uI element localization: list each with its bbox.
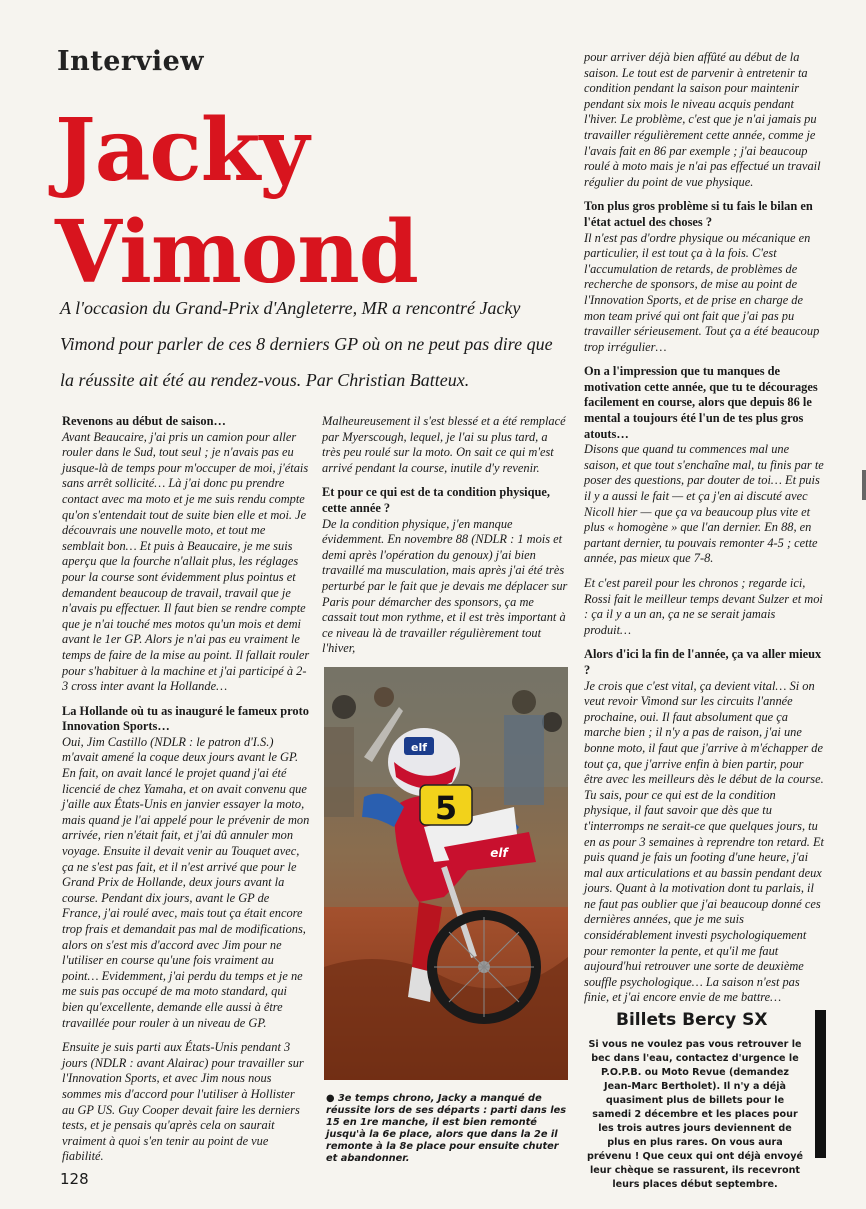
qa-block: [584, 50, 824, 190]
caption-bullet: ●: [326, 1093, 335, 1104]
article-standfirst: A l'occasion du Grand-Prix d'Angleterre, MR a rencontré Jacky Vimond pour parler de ces 8 derniers GP où on ne peut pas dire que la réussite ait été au rendez-vous. Par Christian Batteux.: [60, 298, 553, 390]
qa-block: [584, 647, 824, 1006]
page-number: 128: [60, 1170, 89, 1188]
sidebar-box-title: Billets Bercy SX: [616, 1010, 768, 1030]
qa-block: [62, 704, 310, 1031]
column-middle: [322, 414, 568, 666]
spectator-head: [374, 687, 394, 707]
answer: Disons que quand tu commences mal une saison, et que tout s'enchaîne mal, tu finis par te poser des questions, par douter de toi… Et puis il y a aussi le fait — et ça j'en ai discuté avec Nicoll hier — que ça va beaucoup plus vite et plus « homogène » que l'an dernier. En 88, en partant dernier, tu pouvais remonter 4-5 ; cette année, pas mieux que 7-8.: [584, 442, 824, 566]
spectator-body: [504, 715, 544, 805]
number-plate-number: 5: [434, 789, 458, 827]
fender-logo: elf: [490, 846, 508, 860]
qa-block: [62, 1040, 310, 1165]
column-left: [62, 414, 310, 1174]
answer: Oui, Jim Castillo (NDLR : le patron d'I.S.) m'avait amené la coque deux jours avant le GP. En fait, on avait lancé le projet quand j'ai été licencié de chez Yamaha, et on avait convenu que j'aille aux États-Unis en janvier essayer la moto, mais quand je l'ai appelé pour le prévenir de mon arrivée, rien n'était fait, et j'ai dû annuler mon voyage. Ensuite il devait venir au Touquet avec, ça ne s'est pas fait, et il n'est arrivé que pour le Grand Prix de Hollande, deux jours avant la course. Pendant dix jours, avant le GP de France, j'ai roulé avec, mais tout ça était encore trop frais et demandait pas mal de modifications, alors on s'est mis d'accord avec Jim pour ne l'utiliser en course qu'une fois vraiment au point… Evidemment, j'ai perdu du temps et je ne me suis pas occupé de ma moto standard, qui bien qu'excellente, demande elle aussi à être travaillée pour rouler à un niveau de GP.: [62, 734, 310, 1030]
answer: Je crois que c'est vital, ça devient vital… Si on veut revoir Vimond sur les circuits l'année prochaine, oui. Il faut absolument que ça marche bien ; il n'y a pas de raison, j'ai une bonne moto, il faut que j'arrive à m'échapper de tout ça, que j'arrive enfin à bien partir, pour être avec les meilleurs dès le début de la course. Tu sais, pour ce qui est de la condition physique, il faut savoir que dès que tu t'interromps ne serait-ce que quelques jours, tu en as pour 3 semaines à reprendre ton retard. Et puis quand je fais un footing d'une heure, j'ai mal aux articulations et au bassin pendant deux jours. Quant à la motivation dont tu parlais, il ne faut pas oublier que j'ai beaucoup donné ces dernières années, que je me suis considérablement investi psychologiquement pour remonter la pente, et qu'il me faut aujourd'hui retrouver une sorte de deuxième souffle psychologique… La saison n'est pas finie, et j'ai encore envie de me battre…: [584, 678, 824, 1005]
answer: Et c'est pareil pour les chronos ; regarde ici, Rossi fait le meilleur temps devant Sulzer et moi : ça il y a un an, ça ne se serait jamais produit…: [584, 576, 823, 637]
question: Revenons au début de saison…: [62, 414, 226, 428]
helmet-logo: elf: [410, 741, 428, 754]
headline-first-name: Jacky: [55, 100, 309, 201]
answer: Ensuite je suis parti aux États-Unis pendant 3 jours (NDLR : avant Alairac) pour travailler sur l'Innovation Sports, et avec Jim nous nous sommes mis d'accord pour l'utiliser à Hollister au GP US. Guy Cooper devait faire les derniers tests, et je pensais qu'après cela on saurait vraiment à quoi s'en tenir au point de vue fiabilité.: [62, 1040, 304, 1164]
sidebar-box-bar: [815, 1010, 826, 1158]
photo-caption: [326, 1093, 568, 1165]
qa-block: [322, 414, 568, 476]
spectator-head: [332, 695, 356, 719]
answer: De la condition physique, j'en manque évidemment. En novembre 88 (NDLR : 1 mois et demi après l'opération du genoux) j'ai bien travaillé ma musculation, mais après j'ai été très perturbé par le fait que je devais me déplacer sur Paris pour démarcher des sponsors, ça me cassait tout mon rythme, et il est très important à ce niveau là de travailler régulièrement tout l'hiver,: [322, 516, 568, 656]
article-headline: [55, 100, 418, 304]
answer: Malheureusement il s'est blessé et a été remplacé par Myerscough, lequel, je l'ai su plus tard, a très peu roulé sur la moto. On sait ce qui m'est arrivé pendant la course, inutile d'y revenir.: [322, 414, 566, 475]
headline-last-name: Vimond: [55, 202, 418, 303]
qa-block: [584, 576, 824, 638]
question: La Hollande où tu as inauguré le fameux proto Innovation Sports…: [62, 703, 309, 734]
question: Alors d'ici la fin de l'année, ça va aller mieux ?: [584, 647, 822, 677]
sidebar-box-text: Si vous ne voulez pas vous retrouver le bec dans l'eau, contactez d'urgence le P.O.P.B. ou Moto Revue (demandez Jean-Marc Bertholet). Il n'y a déjà quasiment plus de billets pour le samedi 2 décembre et les places pour les trois autres jours deviennent de plus en plus rares. On vous aura prévenu ! Que ceux qui ont déjà envoyé leur chèque se rassurent, ils recevront leurs places début septembre.: [586, 1039, 804, 1190]
sidebar-box: [586, 1010, 826, 1190]
qa-block: [322, 485, 568, 657]
motocross-photo: [324, 667, 568, 1080]
question: Ton plus gros problème si tu fais le bilan en l'état actuel des choses ?: [584, 199, 813, 229]
spectator-head: [512, 690, 536, 714]
question: On a l'impression que tu manques de motivation cette année, que tu te décourages facilement en course, alors que depuis 86 le mental a toujours été l'un de tes plus gros atouts…: [584, 364, 818, 441]
qa-block: [584, 199, 824, 355]
qa-block: [584, 364, 824, 567]
page-edge-mark: [862, 470, 866, 500]
answer: Avant Beaucaire, j'ai pris un camion pour aller rouler dans le Sud, tout seul ; je n'avais pas eu jusque-là de temps pour m'occuper de moi, j'étais sans arrêt sollicité… Là j'ai donc pu prendre contact avec ma moto et je me suis rendu compte qu'on s'entendait tout de suite bien elle et moi. Je découvrais une nouvelle moto, et tout me semblait bon… Et puis à Beaucaire, je me suis aperçu que la fourche n'allait plus, les réglages pour la course sont évidemment plus pointus et demandent beaucoup de travail, travail que je n'avais pu effectuer. Il faut bien se rendre compte que je n'ai touché mes motos qu'un mois et demi avant le 1er GP. Alors je n'ai pas eu vraiment le temps de faire de la mise au point. Il fallait rouler pour s'habituer à la machine et j'ai participé à 2-3 cross inter avant la Hollande…: [62, 429, 310, 694]
spectator-body: [324, 727, 354, 817]
spectator-head: [542, 712, 562, 732]
answer: pour arriver déjà bien affûté au début de la saison. Le tout est de parvenir à entretenir ta condition pendant la saison pour maintenir pendant six mois le niveau acquis pendant l'hiver. Le problème, c'est que je n'ai jamais pu travailler régulièrement cette année, comme je l'avais fait en 86 par exemple ; j'ai beaucoup roulé à moto mais je n'ai pas effectué un travail régulier du point de vue physique.: [584, 50, 821, 189]
answer: Il n'est pas d'ordre physique ou mécanique en particulier, il est tout ça à la fois. C'est l'accumulation de retards, de problèmes de recherche de sponsors, de mise au point de l'Innovation Sports, et de prise en charge de mon team privé qui ont fait que j'ai pas pu travailler sérieusement. Tout ça a été beaucoup trop irrégulier…: [584, 230, 820, 354]
column-right: [584, 50, 824, 1015]
caption-text: 3e temps chrono, Jacky a manqué de réussite lors de ses départs : parti dans les 15 en 1re manche, il est bien remonté jusqu'à la 6e place, alors que dans la 2e il remonte à la 8e place pour ensuite chuter et abandonner.: [326, 1093, 567, 1164]
qa-block: [62, 414, 310, 695]
question: Et pour ce qui est de ta condition physique, cette année ?: [322, 485, 551, 515]
section-kicker: Interview: [57, 46, 205, 77]
